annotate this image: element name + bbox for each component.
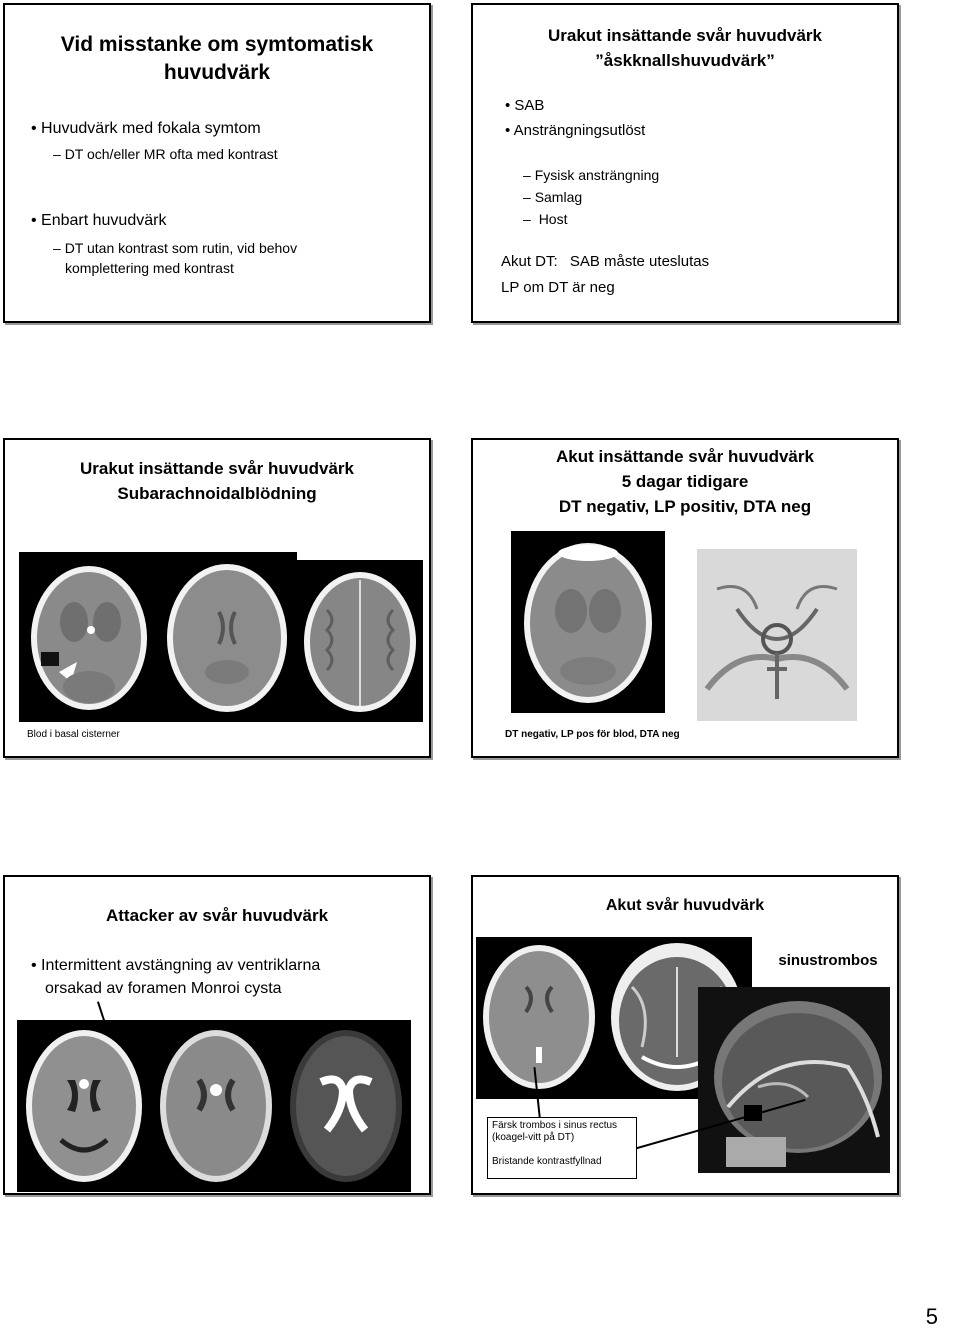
slide-3 [3,438,431,758]
ct-scan-cyst [17,1020,151,1192]
slide-3-title: Urakut insättande svår huvudvärk Subarachnoidalblödning [80,459,354,503]
slide-6 [471,875,899,1195]
page-number: 5 [925,1304,938,1329]
slide-4-caption: DT negativ, LP pos för blod, DTA neg [505,729,680,740]
mr-t1-image [151,1020,281,1192]
slide-2-bullet-exertion: • Ansträngningsutlöst [505,122,646,139]
slide-2-title: Urakut insättande svår huvudvärk ”åskknallshuvudvärk” [548,26,822,70]
slide-6-caption-line1: Färsk trombos i sinus rectus [492,1120,618,1131]
slide-2-note-1: Akut DT: SAB måste uteslutas [501,253,710,270]
slide-1-bullet-1: • Huvudvärk med fokala symtom [31,120,261,137]
ct-venography-sagittal [698,987,890,1173]
slide-1-subbullet-1: – DT och/eller MR ofta med kontrast [53,146,278,162]
slide-6-caption-line2: (koagel-vitt på DT) [492,1132,575,1143]
ct-scan-sinus-thrombosis [476,937,602,1099]
slide-2-bullet-sab: • SAB [505,97,545,114]
slide-6-title: Akut svår huvudvärk [605,897,765,914]
slide-2-subbullet-cough: – Host [523,211,568,227]
ct-scan-negative [511,531,665,713]
slide-1-title-line2: huvudvärk [163,61,271,84]
slide-4 [471,438,899,758]
slide-1-title-line1: Vid misstanke om symtomatisk [60,33,374,56]
slide-6-label-box [763,947,893,975]
slide-6-caption-2: Bristande kontrastfyllnad [492,1156,602,1167]
slide-5 [3,875,431,1195]
slide-1-title [5,31,429,87]
slide-2-subbullet-intercourse: – Samlag [523,189,583,205]
slide-6-caption-box [487,1117,637,1179]
ct-scan-mid [157,552,297,722]
slide-1 [3,3,431,323]
cta-angiography-image [697,549,857,721]
ct-scan-basal [19,552,157,722]
slide-1-bullet-2: • Enbart huvudvärk [31,212,167,229]
slide-5-bullet: • Intermittent avstängning av ventriklarna orsakad av foramen Monroi cysta [31,957,321,997]
slide-5-title: Attacker av svår huvudvärk [105,906,329,925]
ct-scan-high [297,560,423,722]
slide-2-subbullet-physical: – Fysisk ansträngning [523,167,660,183]
slide-1-subbullet-2: – DT utan kontrast som rutin, vid behov komplettering med kontrast [53,240,298,276]
slide-4-title: Akut insättande svår huvudvärk 5 dagar tidigare DT negativ, LP positiv, DTA neg [556,447,814,516]
slide-3-caption: Blod i basal cisterner [27,729,120,740]
slide-6-label: sinustrombos [778,952,878,969]
slide-2-note-2: LP om DT är neg [501,279,615,296]
slide-2 [471,3,899,323]
mr-t2-image [281,1020,411,1192]
